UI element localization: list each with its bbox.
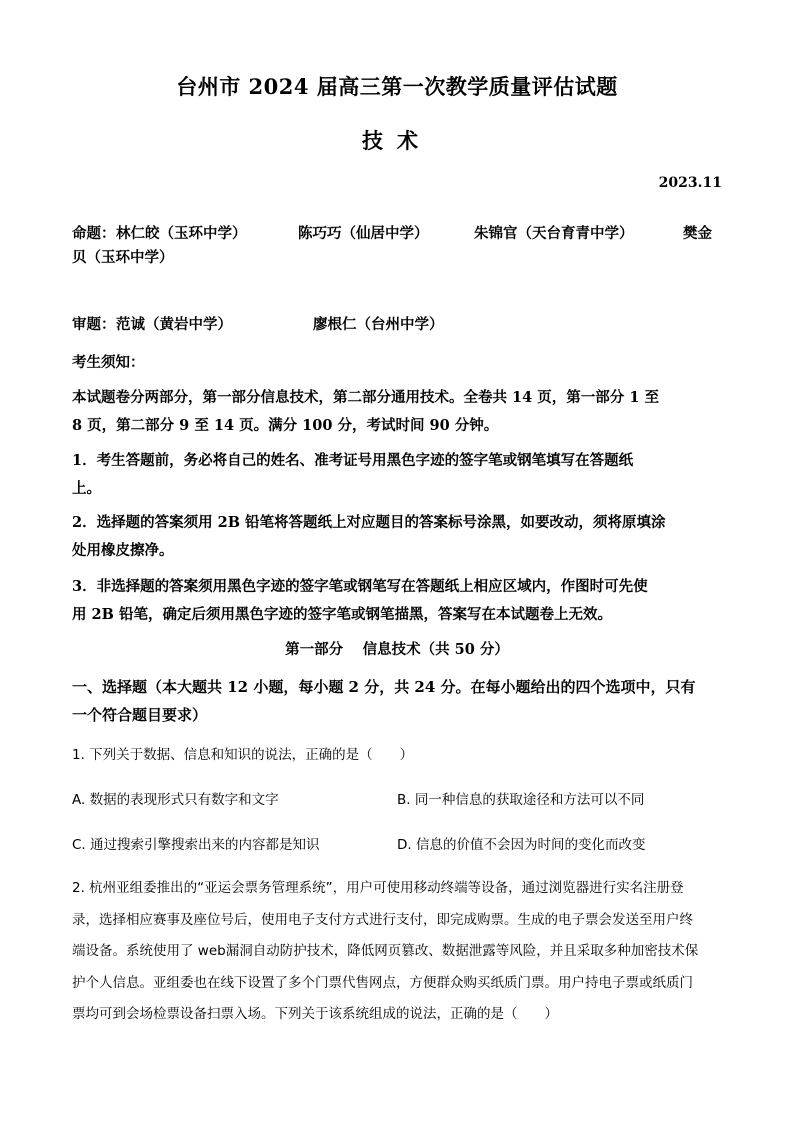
author-4-part2: 贝（玉环中学） <box>72 249 174 266</box>
reviewer-1: 范诚（黄岩中学） <box>116 316 232 333</box>
q1-option-c: C. 通过搜索引擎搜索出来的内容都是知识 <box>72 837 320 853</box>
q1-stem: 1. 下列关于数据、信息和知识的说法，正确的是（ ） <box>72 747 414 763</box>
section-heading-line1: 一、选择题（本大题共 12 小题，每小题 2 分，共 24 分。在每小题给出的四个选项中，只有 <box>72 678 696 696</box>
part1-heading: 第一部分 信息技术（共 50 分） <box>285 641 509 658</box>
notice-item-2 <box>72 509 722 565</box>
reviewers-label: 审题： <box>72 316 116 333</box>
notice-item-1-line1: 1．考生答题前，务必将自己的姓名、准考证号用黑色字迹的签字笔或钢笔填写在答题纸 <box>72 452 634 469</box>
notice-intro-line2: 8 页，第二部分 9 至 14 页。满分 100 分，考试时间 90 分钟。 <box>72 417 499 434</box>
notice-intro-line1: 本试题卷分两部分，第一部分信息技术，第二部分通用技术。全卷共 14 页，第一部分 1 至 <box>72 389 659 406</box>
section-heading <box>72 673 722 729</box>
subject-text: 技术 <box>362 128 432 153</box>
notice-item-2-line2: 处用橡皮擦净。 <box>72 542 174 559</box>
author-3: 朱锦官（天台育青中学） <box>474 225 634 242</box>
notice-heading: 考生须知： <box>72 354 145 371</box>
q2-line3: 端设备。系统使用了 web漏洞自动防护技术，降低网页篡改、数据泄露等风险，并且采取多种加密技术保 <box>72 943 699 959</box>
authors-label: 命题： <box>72 225 116 242</box>
q2-line2: 录，选择相应赛事及座位号后，使用电子支付方式进行支付，即完成购票。生成的电子票会发送至用户终 <box>72 911 693 928</box>
notice-item-3 <box>72 573 722 629</box>
notice-item-1-line2: 上。 <box>72 480 101 497</box>
q1-option-b: B. 同一种信息的获取途径和方法可以不同 <box>397 792 645 808</box>
q2-line1: 2. 杭州亚组委推出的“亚运会票务管理系统”，用户可使用移动终端等设备，通过浏览器进行实名注册登 <box>72 880 684 896</box>
exam-date: 2023.11 <box>658 175 722 191</box>
q1-option-d: D. 信息的价值不会因为时间的变化而改变 <box>397 837 646 853</box>
q1-option-a: A. 数据的表现形式只有数字和文字 <box>72 792 279 808</box>
author-1: 林仁皎（玉环中学） <box>116 225 247 242</box>
notice-item-1 <box>72 447 722 503</box>
author-4-part1: 樊金 <box>683 225 712 242</box>
notice-intro <box>72 384 722 440</box>
q2-line4: 护个人信息。亚组委也在线下设置了多个门票代售网点，方便群众购买纸质门票。用户持电子票或纸质门 <box>72 974 693 991</box>
notice-item-3-line2: 用 2B 铅笔，确定后须用黑色字迹的签字笔或钢笔描黑，答案写在本试题卷上无效。 <box>72 606 612 623</box>
exam-title: 台州市 2024 届高三第一次教学质量评估试题 <box>176 74 618 99</box>
notice-item-2-line1: 2．选择题的答案须用 2B 铅笔将答题纸上对应题目的答案标号涂黑，如要改动，须将原填涂 <box>72 514 666 531</box>
q2-line5: 票均可到会场检票设备扫票入场。下列关于该系统组成的说法，正确的是（ ） <box>72 1006 558 1022</box>
section-heading-line2: 一个符合题目要求） <box>72 706 208 724</box>
subject-title <box>0 125 794 155</box>
author-2: 陈巧巧（仙居中学） <box>298 225 429 242</box>
notice-item-3-line1: 3．非选择题的答案须用黑色字迹的签字笔或钢笔写在答题纸上相应区域内，作图时可先使 <box>72 578 648 595</box>
q2-stem <box>72 873 724 1031</box>
reviewer-2: 廖根仁（台州中学） <box>313 316 444 333</box>
